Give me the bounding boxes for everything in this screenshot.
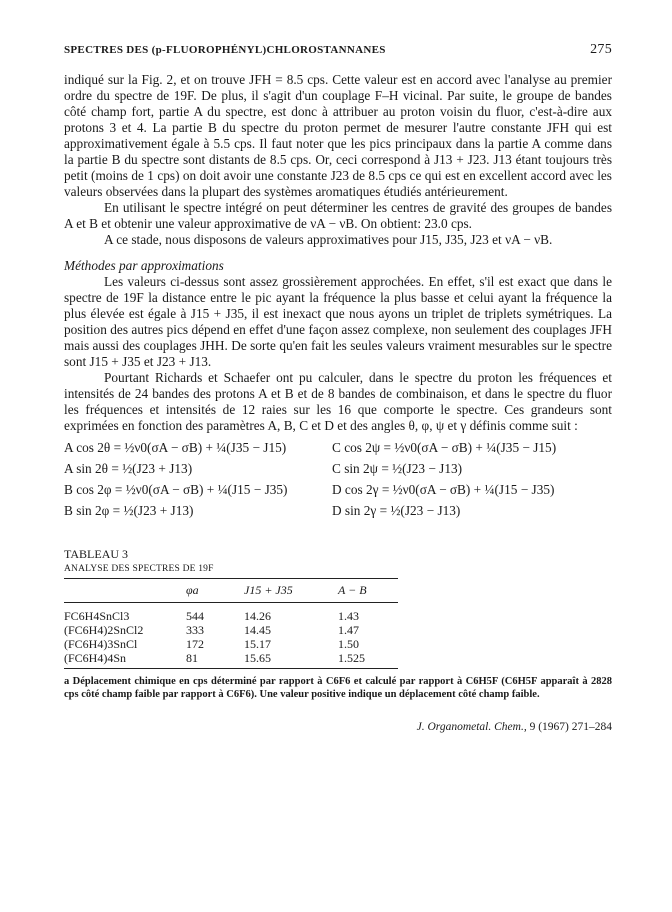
table-row [64,651,398,669]
equation-left: B sin 2φ = ½(J23 + J13) [64,503,194,518]
equation-row [64,458,612,479]
equation-left: A cos 2θ = ½ν0(σA − σB) + ¼(J35 − J15) [64,440,287,455]
main-text [64,72,612,521]
table-cell: (FC6H4)3SnCl [64,637,138,651]
paragraph-5: Pourtant Richards et Schaefer ont pu calculer, dans le spectre du proton les fréquences et intensités de 24 bandes des protons A et B et de 8 bandes de combinaison, et dans le spectre du fluor les fréquences et intensités de 12 raies sur les 16 que comporte le spectre. Ces grandeurs sont exprimées en fonction des paramètres A, B, C et D et des angles θ, φ, ψ et γ définis comme suit : [64,370,612,433]
table-cell: 544 [186,609,204,623]
journal-name: J. Organometal. Chem., [416,721,527,733]
equation-left: B cos 2φ = ½ν0(σA − σB) + ¼(J15 − J35) [64,482,288,497]
paragraph-3: A ce stade, nous disposons de valeurs approximatives pour J15, J35, J23 et νA − νB. [104,232,553,247]
table-row [64,603,398,624]
equation-row [64,437,612,458]
table-cell: 333 [186,623,204,637]
table-cell: 81 [186,651,244,669]
column-header: A − B [338,579,398,603]
column-header: J15 + J35 [244,579,338,603]
journal-citation [64,721,612,733]
journal-volume: 9 (1967) 271–284 [529,721,612,733]
table-footnote: a Déplacement chimique en cps déterminé par rapport à C6F6 et calculé par rapport à C6H5F (C6H5F apparaît à 2828 cps côté champ faible par rapport à C6F6). Une valeur positive indique un déplacement côté champ faible. [64,676,612,700]
paragraph-2: En utilisant le spectre intégré on peut déterminer les centres de gravité des groupes de bandes A et B et obtenir une valeur approximative de νA − νB. On obtient: 23.0 cps. [64,200,612,231]
running-title: SPECTRES DES (p-FLUOROPHÉNYL)CHLOROSTANNANES [64,44,386,56]
table-cell: 172 [186,637,204,651]
paragraph-1: indiqué sur la Fig. 2, et on trouve JFH = 8.5 cps. Cette valeur est en accord avec l'analyse au premier ordre du spectre de 19F. De plus, il s'agit d'un couplage F–H vicinal. Par suite, le groupe de bandes côté champ fort, partie A du spectre, est donc à attribuer au proton voisin du fluor, c'est-à-dire aux protons 3 et 4. La partie B du spectre du proton permet de mesurer l'autre constante JFH qui est approximativement égale à 5.5 cps. Il faut noter que les pics principaux dans la partie A comme dans la partie B du spectre sont distants de 8.5 cps. Or, ceci correspond à J13 + J23. J13 étant toujours très petit (moins de 1 cps) on doit avoir une constante J23 de 8.5 cps ce qui est en excellent accord avec les valeurs observées dans la plupart des systèmes aromatiques étudiés antérieurement. [64,72,612,199]
table-cell: 1.525 [338,651,398,669]
page-number: 275 [590,42,612,57]
column-header: φa [186,579,244,603]
equation-right: D sin 2γ = ½(J23 − J13) [332,503,461,518]
table-cell: 14.26 [244,609,271,623]
table-cell: 14.45 [244,623,271,637]
equation-left: A sin 2θ = ½(J23 + J13) [64,461,193,476]
table-cell: FC6H4SnCl3 [64,609,130,623]
equation-row [64,500,612,521]
table-cell: 15.65 [244,651,338,669]
table-cell: (FC6H4)2SnCl2 [64,623,144,637]
table-subtitle: ANALYSE DES SPECTRES DE 19F [64,564,214,574]
table-row [64,637,398,651]
paper-page [64,42,612,733]
equation-row [64,479,612,500]
table-cell: (FC6H4)4Sn [64,651,186,669]
data-table [64,578,398,669]
running-header [64,42,612,58]
table-cell: 1.50 [338,637,359,651]
equation-right: D cos 2γ = ½ν0(σA − σB) + ¼(J15 − J35) [332,482,555,497]
table-title: TABLEAU 3 [64,547,129,561]
column-header [64,579,186,603]
equation-block [64,437,612,521]
table-row [64,623,398,637]
table-cell: 1.43 [338,609,359,623]
paragraph-4: Les valeurs ci-dessus sont assez grossièrement approchées. En effet, s'il est exact que dans le spectre de 19F la distance entre le pic ayant la fréquence la plus basse et celui ayant la fréquence la plus élevée est égale à J15 + J35, il est inexact que nous ayons un triplet de triplets symétriques. La position des autres pics dépend en effet d'une façon assez complexe, non seulement des couplages JFH mais aussi des couplages JHH. De sorte qu'en fait les seules valeurs vraiment mesurables sur le spectre sont J15 + J35 et J23 + J13. [64,274,612,369]
equation-right: C cos 2ψ = ½ν0(σA − σB) + ¼(J35 − J15) [332,440,557,455]
equation-right: C sin 2ψ = ½(J23 − J13) [332,461,463,476]
table-cell: 1.47 [338,623,359,637]
table-cell: 15.17 [244,637,271,651]
section-heading: Méthodes par approximations [64,258,224,273]
table-header-row [64,579,398,603]
